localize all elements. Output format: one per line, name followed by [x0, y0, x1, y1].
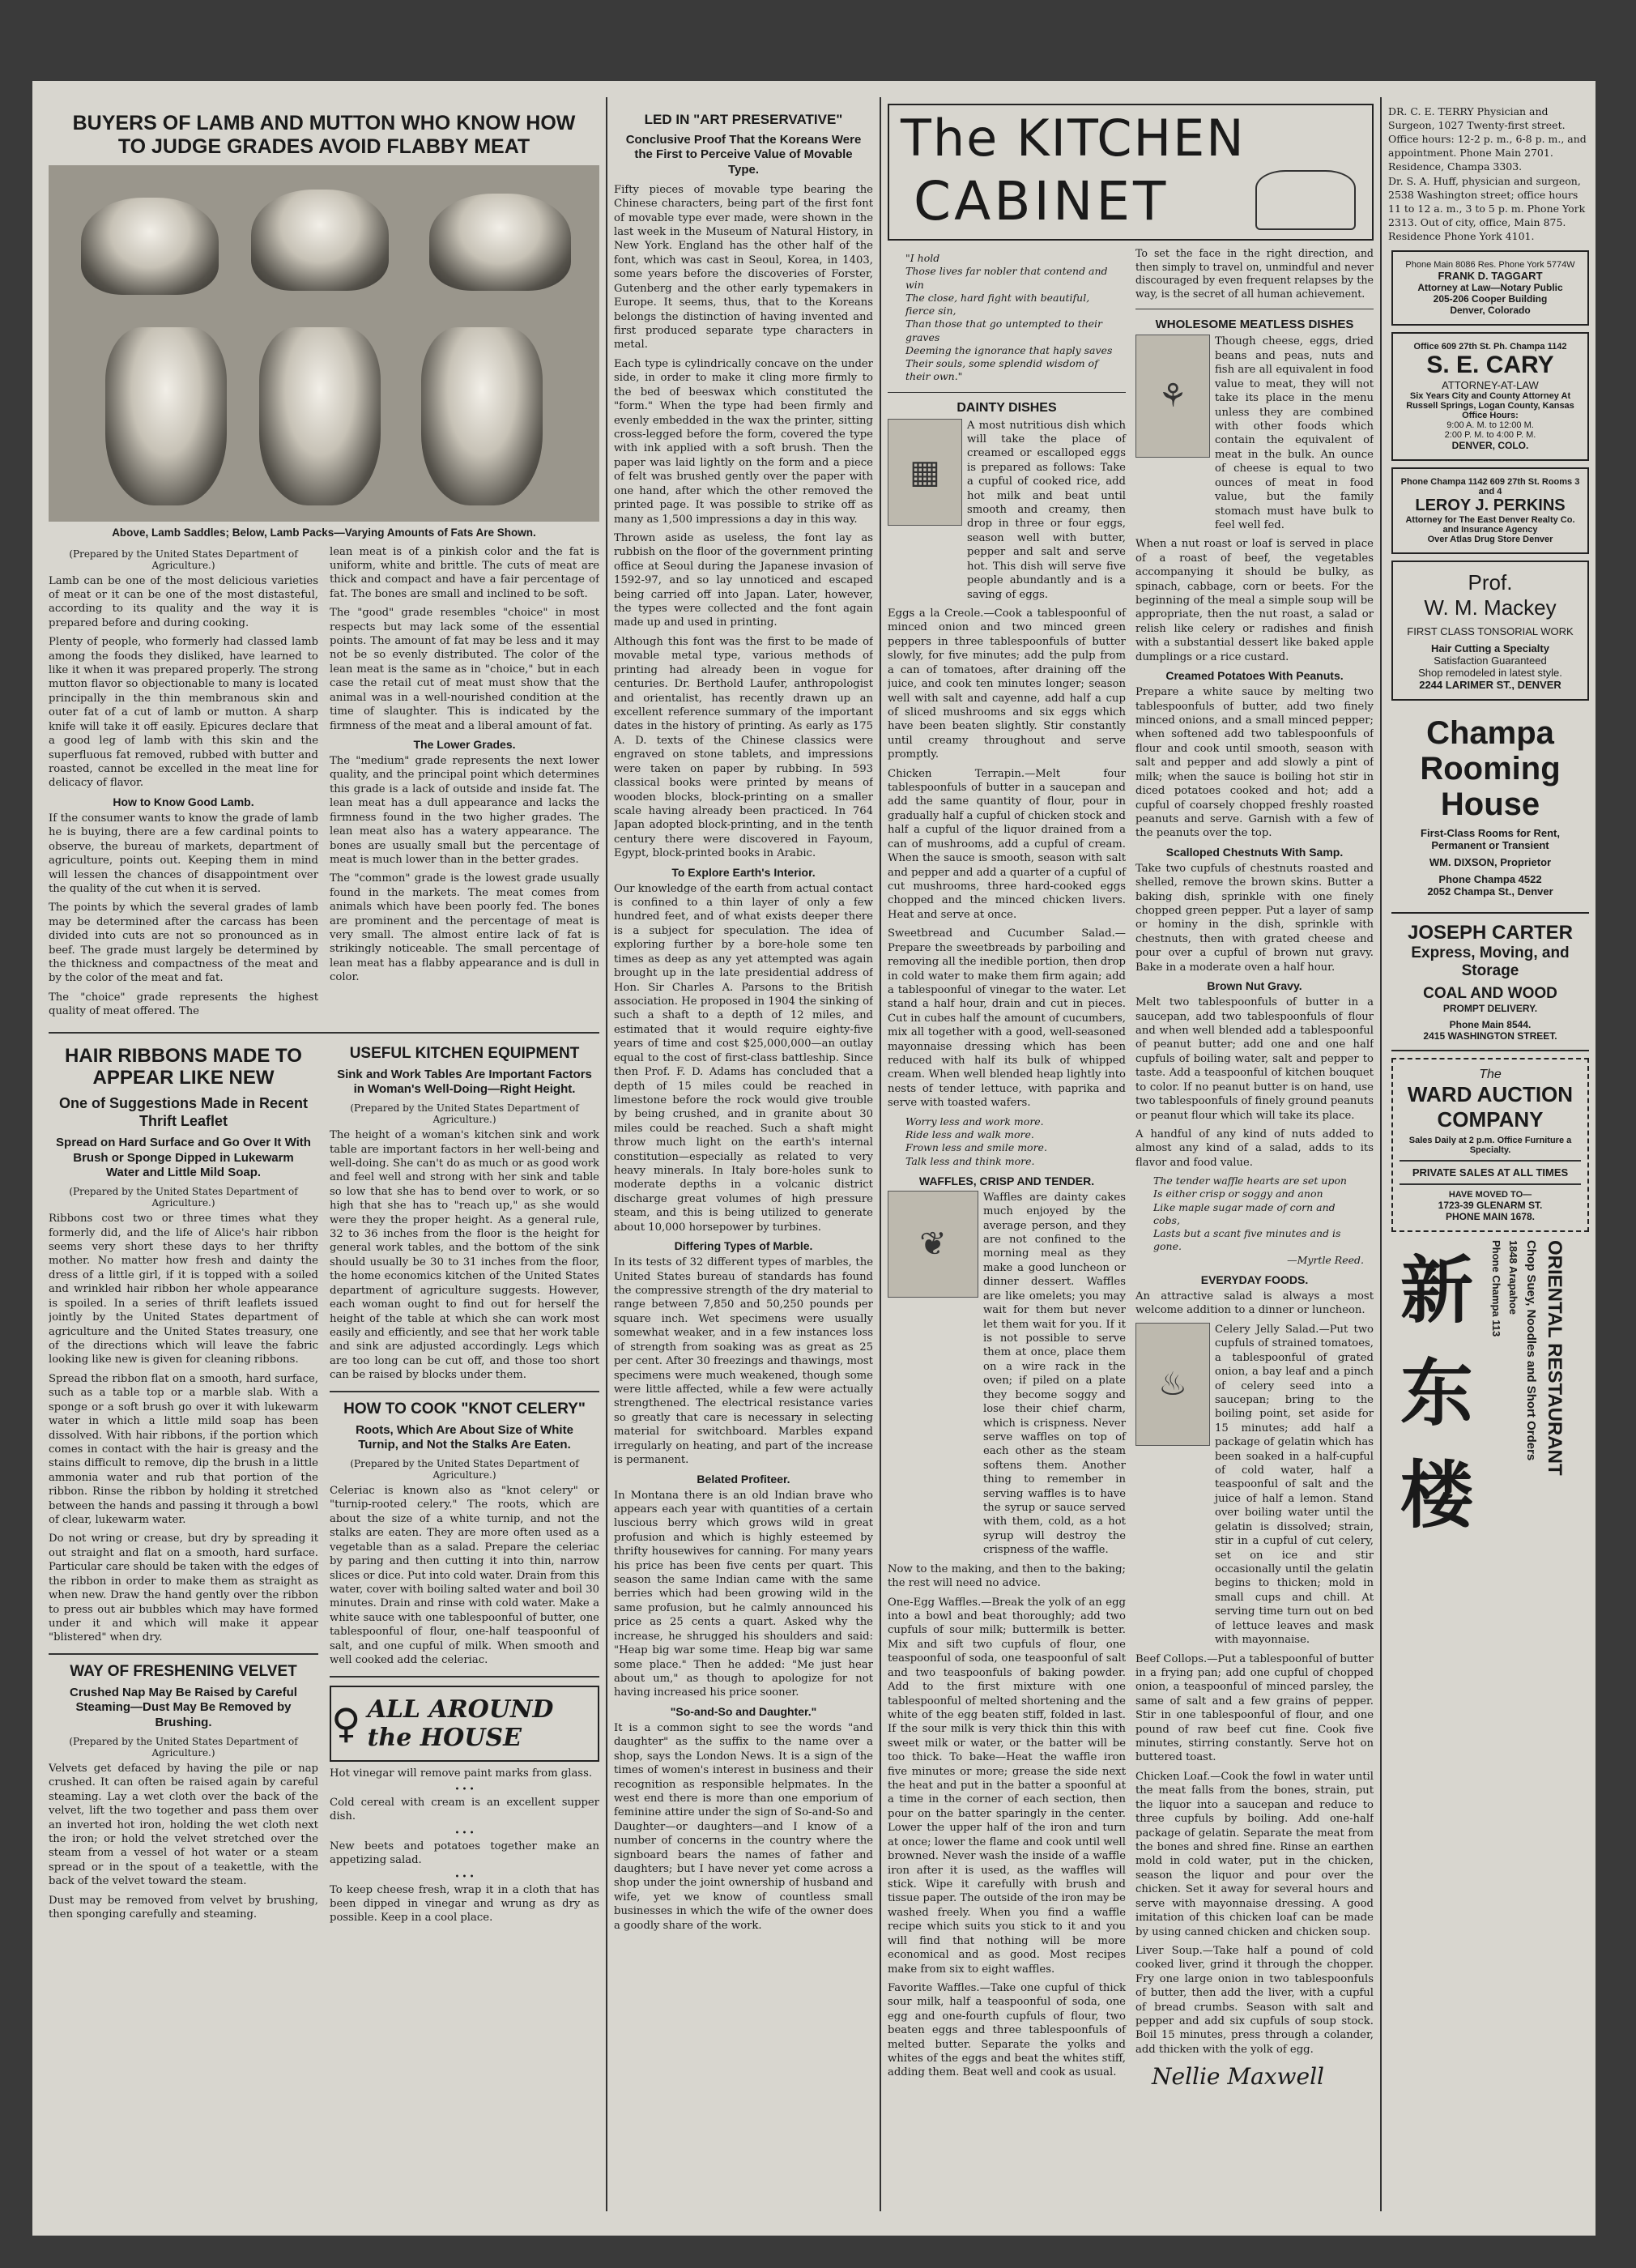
mackey-line: FIRST CLASS TONSORIAL WORK [1407, 625, 1574, 637]
lamb-photo [49, 165, 599, 522]
verse-line: Ride less and walk more. [905, 1128, 1034, 1140]
ward-name: COMPANY [1437, 1106, 1544, 1132]
verse [1153, 1174, 1364, 1267]
woman-cooking-illustration: ♨ [1135, 1323, 1210, 1446]
divider [888, 392, 1126, 393]
lamb-headline: BUYERS OF LAMB AND MUTTON WHO KNOW HOW TO JUDGE GRADES AVOID FLABBY MEAT [72, 112, 576, 158]
verse-line: Frown less and smile more. [905, 1141, 1047, 1154]
ad-taggart [1391, 250, 1589, 326]
carter-line: COAL AND WOOD [1423, 984, 1557, 1002]
cary-title: ATTORNEY-AT-LAW [1442, 378, 1539, 391]
divider [330, 1391, 599, 1392]
velvet-deck: Crushed Nap May Be Raised by Careful Steaming—Dust May Be Removed by Brushing. [70, 1685, 297, 1730]
movable-type-deck: Conclusive Proof That the Koreans Were the First to Perceive Value of Movable Type. [625, 132, 862, 177]
eggs-carton-illustration: ▦ [888, 419, 962, 526]
lamb-paragraph: The "choice" grade represents the highest quality of meat offered. The [49, 991, 318, 1018]
recipe-liver-soup: Liver Soup.—Take half a pound of cold cooked liver, grind it through the chopper. Fry one large onion in two tablespoonfuls of butter, then add the liver, with a cupful of bread crumbs. Season with salt and pepper and add six cupfuls of soup stock. Boil 15 minutes, press through a colander, add thicken with the yolk of egg. [1135, 1944, 1374, 2056]
everyday-paragraph: An attractive salad is always a most welcome addition to a dinner or luncheon. [1135, 1290, 1374, 1317]
hair-ribbons-deck: Spread on Hard Surface and Go Over It With Brush or Sponge Dipped in Lukewarm Water and Little Mild Soap. [56, 1135, 311, 1180]
profiteer-paragraph: In Montana there is an old Indian brave who appears each year with quantities of a certain luscious berry which grows wild in great profusion and which is highly esteemed by thrifty housewives for canning. For many years his price has been five cents per quart. This season the same Indian came with the same berries which had been growing wild in the same profusion, but he calmly announced his price as 25 cents a quart. Asked why the increase, he shrugged his shoulders and said: "Heap big war some time. Heap big war same some place." Then he added: "Me just hear about um," as though to apologize for not having increased his price sooner. [614, 1489, 873, 1699]
dainty-dishes-head: DAINTY DISHES [956, 400, 1057, 415]
verse-line: Worry less and work more. [905, 1115, 1044, 1128]
chinese-glyph: 东 [1400, 1350, 1473, 1436]
waffles-paragraph: Now to the making, and then to the baking; the rest will need no advice. [888, 1562, 1126, 1590]
carter-line: Express, Moving, and Storage [1411, 944, 1570, 979]
meatless-paragraph: Though cheese, eggs, dried beans and peas, nuts and fish are all equivalent in food value to meat, they will not take its place in the menu unless they are combined with other foods which contain the equivalent of meat in the bulk. An ounce of cheese is equal to two ounces of meat in food value, but the family stomach must have bulk to feel well fed. [1215, 335, 1374, 531]
cary-hours-label: Office Hours: [1462, 410, 1519, 420]
poem-line: Their souls, some splendid wisdom of their own." [905, 357, 1098, 383]
champa-line: Phone Champa 4522 [1438, 872, 1542, 885]
marble-subhead: Differing Types of Marble. [674, 1239, 813, 1253]
cary-city: DENVER, COLO. [1451, 439, 1529, 451]
lamb-pack-3 [421, 327, 543, 505]
ward-line: HAVE MOVED TO— [1448, 1189, 1532, 1200]
kitchen-stove-icon [1255, 170, 1356, 230]
champa-title: Rooming [1420, 750, 1561, 787]
nut-gravy-head: Brown Nut Gravy. [1207, 979, 1302, 993]
perkins-line: Over Atlas Drug Store Denver [1427, 534, 1553, 544]
ad-perkins [1391, 467, 1589, 554]
knot-celery-credit: (Prepared by the United States Department of Agriculture.) [350, 1458, 579, 1481]
champa-line: First-Class Rooms for Rent, Permanent or Transient [1421, 826, 1560, 851]
daughter-paragraph: It is a common sight to see the words "and daughter" as the suffix to the name over a shop, says the London News. It is a sign of the times of women's interest in business and their recognition as responsible helpmates. In the west end there is more than one emporium of feminine attire under the sign of So-and-So and Daughter—or daughters—and I know of a number of concerns in the country where the signboard bears the names of father and daughters; but I have never yet come across a shop under the joint ownership of husband and wife, yet we know of countless small businesses in which the wife of the owner does a goodly share of the work. [614, 1721, 873, 1932]
chestnuts-paragraph: Take two cupfuls of chestnuts roasted and shelled, remove the brown skins. Butter a baking dish, sprinkle with one finely chopped green pepper. Put a layer of samp or hominy in the dish, sprinkle with chestnuts, then with grated cheese and pour over a cupful of brown nut gravy. Bake in a moderate oven a half hour. [1135, 862, 1374, 974]
profiteer-subhead: Belated Profiteer. [697, 1472, 790, 1486]
nut-gravy-paragraph: Melt two tablespoonfuls of butter in a saucepan, add two tablespoonfuls of flour and when well blended add a tablespoonful of peanut butter; add one and one half cupfuls of boiling water, salt and pepper to taste. Add a teaspoonful of kitchen bouquet to color. If no peanut butter is on hand, use two tablespoonfuls of finely ground peanuts or peanut flour which will take its place. [1135, 996, 1374, 1122]
taggart-phones: Phone Main 8086 Res. Phone York 5774W [1405, 259, 1575, 270]
knot-celery-paragraph: Celeriac is known also as "knot celery" or "turnip-rooted celery." The roots, which are about the size of a white turnip, and not the stalks are eaten. They are more often used as a vegetable than as a salad. Prepare the celeriac by paring and then cutting it into thin, narrow slices or dice. Put into cold water. Drain from this water, cover with boiling salted water and boil 30 minutes. Drain and rinse with cold water. Make a white sauce with one tablespoonful of butter, one tablespoonful of flour, one-half teaspoonful of salt, and one cupful of milk. When smooth and well cooked add the celeriac. [330, 1485, 599, 1667]
carter-name: JOSEPH CARTER [1407, 921, 1574, 944]
ad-oriental-restaurant [1388, 1240, 1592, 1548]
champa-line: WM. DIXSON, Proprietor [1429, 855, 1552, 868]
poem-line: "I hold [905, 252, 940, 264]
cary-name: S. E. CARY [1426, 351, 1554, 378]
oriental-address: 1848 Arapahoe [1507, 1239, 1519, 1315]
lamb-saddle-2 [251, 190, 389, 291]
column-3 [614, 97, 873, 2211]
taggart-name: FRANK D. TAGGART [1438, 269, 1543, 282]
carter-line: Phone Main 8544. [1449, 1018, 1532, 1030]
mackey-line: Hair Cutting a Specialty [1431, 642, 1549, 654]
velvet-credit: (Prepared by the United States Department of Agriculture.) [69, 1735, 298, 1759]
mackey-line: 2244 LARIMER ST., DENVER [1419, 678, 1561, 691]
waffles-head: WAFFLES, CRISP AND TENDER. [918, 1174, 1095, 1187]
newspaper-page [32, 81, 1596, 2236]
hair-ribbons-deck: One of Suggestions Made in Recent Thrift Leaflet [58, 1094, 309, 1130]
recipe-one-egg-waffles: One-Egg Waffles.—Break the yolk of an egg into a bowl and beat thoroughly; add two cupfuls of sour milk; buttermilk is better. Mix and sift two cupfuls of flour, one teaspoonful of soda, one teaspoonful of salt and two teaspoonfuls of baking powder. Add to the first mixture with one tablespoonful of melted shortening and the white of the egg beaten stiff, folded in last. If the sour milk is very thick thin this with sweet milk or water, or the batter will be too thick. To bake—Heat the waffle iron five minutes or more; grease the side next the heat and put in the batter a spoonful at a time in the corner of each section, then pour on the batter sparingly in the center. Lower the upper half of the iron and turn at once; lower the flame and cook until well browned. Never wash the inside of a waffle iron after it is used, as the waffles will stick. Wipe it carefully with brush and tissue paper. The outside of the iron may be washed freely. When you find a waffle recipe which suits you stick to it and you will find that nothing will be more economical and as good. Most recipes make from six to eight waffles. [888, 1596, 1126, 1976]
creamed-potatoes-paragraph: Prepare a white sauce by melting two tablespoonfuls of butter, add two finely minced onions, and a small minced pepper; when softened add two tablespoonfuls of flour and cook until smooth, season with salt and pepper and add slowly a pint of milk; when the sauce is boiling hot stir in diced potatoes cooked and hot; add a cupful of coarsely chopped freshly roasted peanuts and serve. Garnish with a few of the peanuts over the top. [1135, 686, 1374, 840]
movable-type-paragraph: Although this font was the first to be made of movable metal type, various methods of printing had already been in vogue for centuries. Dr. Berthold Laufer, anthropologist and orientalist, has recently drawn up an excellent reference summary of the important dates in the history of printing. As early as 175 A. D. texts of the Chinese classics were engraved on stone tablets, and impressions were taken on paper by rubbing. In 593 classical books were printed by means of wooden blocks, block-printing on a smaller scale having already been practiced. In 764 Japan adopted block-printing, and in the tenth century there were discovered in Fayoum, Egypt, block-printed books in Arabic. [614, 635, 873, 860]
carter-line: PROMPT DELIVERY. [1442, 1002, 1538, 1014]
divider [1400, 1160, 1581, 1162]
house-tip: New beets and potatoes together make an appetizing salad. [330, 1840, 599, 1867]
marble-paragraph: In its tests of 32 different types of marbles, the United States bureau of standards has found the compressive strength of the dry material to range between 7,850 and 50,250 pounds per square inch. Wet specimens were usually somewhat weaker, and in a few instances loss of strength from soaking was as great as 25 per cent. After 30 freezings and thawings, most specimens were much weakened, though some were little affected, while a few were actually strengthened. The electrical resistance varies so greatly that care is necessary in selecting material for switchboard. Marbles expand irregularly on heating, and part of the increase is permanent. [614, 1256, 873, 1467]
separator-dots: • • • [454, 1784, 475, 1794]
perkins-line: Attorney for The East Denver Realty Co. [1405, 514, 1575, 525]
divider [1400, 1183, 1581, 1185]
lamb-subhead: The Lower Grades. [413, 737, 516, 751]
all-around-house-title: ALL AROUND the HOUSE [367, 1695, 554, 1752]
divider [49, 1653, 318, 1655]
cary-hours: 2:00 P. M. to 4:00 P. M. [1444, 429, 1536, 440]
meatless-paragraph: When a nut roast or loaf is served in place of a roast of beef, the vegetables accompanying it should be bulky, as spinach, cabbage, corn or beets. For the beginning of the meal a simple soup will be appropriate, then the nut roast, a salad or relish like celery or radishes and finish with a substantial dessert like baked apple dumplings or a rice custard. [1135, 538, 1374, 663]
movable-type-paragraph: Thrown aside as useless, the font lay as rubbish on the floor of the government printing office at Seoul during the Japanese invasion of 1592-97, and so lay unnoticed and escaped being carried off into Japan. Later, however, the types were collected and the font again made up and used in printing. [614, 531, 873, 629]
column-rule [606, 97, 607, 2211]
champa-title: House [1440, 786, 1540, 822]
hair-ribbons-paragraph: Do not wring or crease, but dry by spreading it out straight and flat on a smooth, hard surface. Particular care should be taken with the edges of the ribbon in order to make them as straight as when new. Draw the hand gently over the ribbon to press out air bubbles which may have formed under it and which will make it appear "blistered" when dry. [49, 1533, 318, 1644]
velvet-headline: WAY OF FRESHENING VELVET [70, 1662, 297, 1680]
lamb-paragraph: If the consumer wants to know the grade of lamb he is buying, there are a few cardinal points to observe, the bureau of markets, department of agriculture, points out. Keeping them in mind will lessen the chances of disappointment over the quality of the cut when it is served. [49, 812, 318, 895]
waffles-paragraph: Waffles are dainty cakes much enjoyed by the average person, and they are not confined to the morning meal as they make a good luncheon or dinner dessert. Waffles are like omelets; you may wait for them but never let them wait for you. If it is not possible to serve them at once, place them on a wire rack in the oven; if piled on a plate they become soggy and lose their chief charm, which is crispness. Never serve waffles on top of each other as the steam softens them. Another thing to remember in serving waffles is to have the syrup or sauce served with them, cold, as a hot syrup will destroy the crispness of the waffle. [983, 1191, 1126, 1557]
house-tip: To keep cheese fresh, wrap it in a cloth that has been dipped in vinegar and wrung as dry as possible. Keep in a cool place. [330, 1883, 599, 1925]
chestnuts-head: Scalloped Chestnuts With Samp. [1165, 845, 1344, 859]
ward-line: PHONE MAIN 1678. [1445, 1210, 1536, 1222]
lamb-subhead: How to Know Good Lamb. [113, 795, 254, 808]
kitchen-equipment-headline: USEFUL KITCHEN EQUIPMENT [349, 1044, 580, 1062]
perkins-name: LEROY J. PERKINS [1415, 496, 1566, 514]
taggart-title: Attorney at Law—Notary Public [1417, 281, 1563, 293]
velvet-paragraph: Velvets get defaced by having the pile or nap crushed. It can often be raised again by careful steaming. Lay a wet cloth over the back of the velvet, lift the two together and pass them over an inverted hot iron, holding the wet cloth next the iron; or hold the velvet stretched over the steam from a vessel of hot water or a steam spread or in the spout of a teakettle, with the back of the velvet toward the steam. [49, 1762, 318, 1888]
perkins-top: Phone Champa 1142 609 27th St. Rooms 3 and 4 [1400, 476, 1580, 497]
taggart-address: 205-206 Cooper Building [1433, 292, 1548, 305]
cary-note: Six Years City and County Attorney At Russell Springs, Logan County, Kansas [1406, 390, 1574, 411]
verse-line: The tender waffle hearts are set upon [1153, 1174, 1347, 1187]
lamb-paragraph: lean meat is of a pinkish color and the fat is uniform, white and brittle. The cuts of meat are thick and compact and have a fair percentage of fat. The bones are small and inclined to be soft. [330, 545, 599, 600]
all-around-house-banner [330, 1686, 599, 1762]
verse-line: Like maple sugar made of corn and cobs, [1153, 1200, 1336, 1226]
movable-type-paragraph: Each type is cylindrically concave on the under side, in order to make it cling more firmly to the bed of beeswax which constituted the "form." When the type had been firmly and evenly embedded in the wax the printer, sitting cross-legged before the form, covered the type with ink applied with a soft brush. Then the paper was laid lightly on the form and a piece of felt was brushed gently over the paper with one hand, after which the other removed the printed page. It was possible to strike off as many as 1,500 impressions a day in this way. [614, 357, 873, 526]
chinese-glyph: 新 [1400, 1248, 1473, 1334]
ad-ward-auction [1391, 1058, 1589, 1232]
hair-ribbons-headline: HAIR RIBBONS MADE TO APPEAR LIKE NEW [65, 1044, 302, 1089]
ad-joseph-carter [1391, 912, 1589, 1051]
daughter-subhead: "So-and-So and Daughter." [670, 1704, 817, 1718]
ward-the: The [1479, 1067, 1502, 1081]
lamb-paragraph: The "common" grade is the lowest grade usually found in the markets. The meat comes from animals which have been poorly fed. The bones are prominent and the percentage of meat is very small. The almost entire lack of fat is strikingly noticeable. The small percentage of lean meat has a flabby appearance and is dull in color. [330, 872, 599, 984]
movable-type-headline: LED IN "ART PRESERVATIVE" [644, 112, 843, 127]
lamb-paragraph: The points by which the several grades of lamb may be determined after the carcass has been divided into cuts are not so pronounced as in beef. The grade must largely be determined by the thickness and compactness of the meat and by the color of the meat and fat. [49, 902, 318, 985]
ad-mackey [1391, 561, 1589, 701]
lamb-caption: Above, Lamb Saddles; Below, Lamb Packs—Varying Amounts of Fats Are Shown. [112, 526, 536, 539]
poem-line: Deeming the ignorance that haply saves [905, 343, 1113, 356]
lamb-paragraph: The "good" grade resembles "choice" in most respects but may lack some of the essential points. The amount of fat may be less and it may not be so evenly distributed. The color of the lean meat is the same as in "choice," but in each case the retail cut of meat must show that the animal was in a well-nourished condition at the time of slaughter. This is indicated by the firmness of the meat and a liberal amount of fat. [330, 607, 599, 732]
champa-title: Champa [1426, 714, 1554, 751]
lamb-pack-2 [259, 327, 381, 505]
hair-ribbons-paragraph: Ribbons cost two or three times what they formerly did, and the life of Alice's hair ribbon seems very short these days to her thrifty mother. No matter how fresh and dainty the dress of a little girl, if it is topped with a soiled and wrinkled hair ribbon her whole appearance is spoiled. In a series of thrift leaflets issued jointly by the United States department of agriculture and the United States treasury, one of the directions which will leave the fabric looking like new is given for cleaning ribbons. [49, 1213, 318, 1366]
nut-gravy-paragraph: A handful of any kind of nuts added to almost any kind of a salad, adds to its flavor and food value. [1135, 1128, 1374, 1169]
hair-ribbons-credit: (Prepared by the United States Department of Agriculture.) [69, 1186, 298, 1209]
lamb-paragraph: The "medium" grade represents the next lower quality, and the principal point which determines this grade is a lack of outside and inside fat. The lean meat has a dull appearance and lacks the firmness found in the two higher grades. The lean meat also has a watery appearance. The bones are usually small but the percentage of meat is much lower than in the better grades. [330, 754, 599, 866]
velvet-paragraph: Dust may be removed from velvet by brushing, then sponging carefully and steaming. [49, 1894, 318, 1921]
kitchen-cabinet-masthead [888, 104, 1374, 241]
recipe-creole: Eggs a la Creole.—Cook a tablespoonful of minced onion and two minced green peppers in three tablespoonfuls of butter slowly, for five minutes; add the pulp from a can of tomatoes, after draining off the juice, and cook ten minutes longer; season well with salt and cayenne, add half a cup of sliced mushrooms and six eggs which have been beaten slightly. Stir constantly until creamy throughout and serve promptly. [888, 607, 1126, 761]
verse-line: Lasts but a scant five minutes and is gone. [1153, 1227, 1341, 1253]
lamb-paragraph: Lamb can be one of the most delicious varieties of meat or it can be one of the most distasteful, according to its quality and the way it is prepared before and during cooking. [49, 574, 318, 629]
author-signature: Nellie Maxwell [1152, 2063, 1325, 2091]
mackey-name: W. M. Mackey [1424, 595, 1557, 620]
champa-line: 2052 Champa St., Denver [1427, 885, 1553, 897]
recipe-chicken-loaf: Chicken Loaf.—Cook the fowl in water until the meat falls from the bones, strain, put the liquor into a saucepan and reduce to three cupfuls by boiling. Add one-half package of gelatin. Separate the meat from the bones and shred fine. Rinse an earthen mold in cold water, put in the chicken, season the liquor and pour over the chicken. Set it away for several hours and serve with mayonnaise dressing. A good imitation of this chicken loaf can be made by using canned chicken and chicken soup. [1135, 1770, 1374, 1938]
verse-line: Is either crisp or soggy and anon [1153, 1187, 1323, 1200]
recipe-celery-jelly: Celery Jelly Salad.—Put two cupfuls of strained tomatoes, a tablespoonful of grated onion, a bay leaf and a pinch of celery seed into a saucepan; bring to the boiling point, set aside for 15 minutes; add half a package of gelatin which has been soaked in a half-cupful of cold water, half a teaspoonful of salt and the juice of half a lemon. Stand over boiling water until the gelatin is dissolved; strain, stir in a cupful of cut celery, set on ice and stir occasionally until the gelatin begins to thicken; mold in small cups and chill. At serving time turn out on bed of lettuce leaves and mask with mayonnaise. [1215, 1323, 1374, 1647]
verse-attribution: —Myrtle Reed. [1287, 1253, 1364, 1266]
housewife-figure-icon: ♀ [331, 1699, 361, 1747]
kitchen-cabinet-section [888, 97, 1374, 2211]
column-rule [1380, 97, 1382, 2211]
chinese-characters [1388, 1240, 1485, 1548]
chinese-glyph: 楼 [1400, 1453, 1473, 1539]
meatless-head: WHOLESOME MEATLESS DISHES [1155, 318, 1354, 332]
column-1 [49, 97, 599, 2211]
ads-column [1388, 97, 1592, 2211]
ad-cary [1391, 332, 1589, 461]
carter-line: 2415 WASHINGTON STREET. [1423, 1030, 1557, 1042]
ward-name: WARD AUCTION [1407, 1081, 1574, 1106]
hair-ribbons-paragraph: Spread the ribbon flat on a smooth, hard surface, such as a table top or a marble slab. With a sponge or a soft brush go over it with lukewarm water in which a little mild soap has been dissolved. With hair ribbons, if the portion which comes in contact with the hair is greasy and the stains difficult to remove, dip the brush in a little ammonia water and rub that portion of the ribbon. Rinse the ribbon by holding it stretched between the hands and passing it through a bowl of clear, lukewarm water. [49, 1372, 318, 1527]
flower-vase-illustration: ⚘ [1135, 335, 1210, 458]
knot-celery-deck: Roots, Which Are About Size of White Turnip, and Not the Stalks Are Eaten. [356, 1422, 573, 1452]
mackey-pre: Prof. [1468, 569, 1513, 595]
ad-terry: DR. C. E. TERRY Physician and Surgeon, 1027 Twenty-first street. Office hours: 12-2 p. m., 6-8 p. m., and appointment. Phone Main 2701. Residence, Champa 3303. [1388, 105, 1587, 173]
kitchen-equipment-credit: (Prepared by the United States Department of Agriculture.) [350, 1102, 579, 1126]
lamb-credit: (Prepared by the United States Department of Agriculture.) [69, 548, 298, 571]
verse [905, 1115, 1116, 1168]
ad-huff: Dr. S. A. Huff, physician and surgeon, 2538 Washington street; office hours 11 to 12 a. m., 3 to 5 p. m. Phone York 2313. Out of city, office, Main 875. Residence Phone York 4101. [1388, 175, 1586, 242]
kitchen-equipment-deck: Sink and Work Tables Are Important Factors in Woman's Well-Doing—Right Height. [337, 1067, 592, 1097]
separator-dots: • • • [454, 1828, 475, 1838]
recipe-favorite-waffles: Favorite Waffles.—Take one cupful of thick sour milk, half a teaspoonful of soda, one egg and one-fourth cupfuls of flour, two beaten eggs and three tablespoonfuls of melted butter. Separate the yolks and whites of the eggs and beat the whites stiff, adding them. Beat well and cook as usual. [888, 1981, 1126, 2079]
poem-line: The close, hard fight with beautiful, fierce sin, [905, 291, 1090, 317]
earth-interior-subhead: To Explore Earth's Interior. [671, 865, 816, 879]
house-tip: Hot vinegar will remove paint marks from glass. [330, 1767, 593, 1780]
masthead-line-1: The KITCHEN [901, 109, 1246, 168]
lamb-saddle-3 [429, 194, 571, 291]
everyday-foods-head: EVERYDAY FOODS. [1200, 1273, 1309, 1286]
oriental-name: ORIENTAL RESTAURANT [1544, 1239, 1566, 1476]
cary-top: Office 609 27th St. Ph. Champa 1142 [1413, 341, 1567, 352]
dainty-dishes-paragraph: A most nutritious dish which will take the place of creamed or escalloped eggs is prepared as follows: Take a cupful of cooked rice, add hot milk and beat until smooth and creamy, then drop in three or four eggs, season well with butter, pepper and salt and serve hot. This dish will serve five people abundantly and is a saving of eggs. [967, 419, 1126, 601]
taggart-city: Denver, Colorado [1450, 304, 1531, 316]
ward-line: 1723-39 GLENARM ST. [1438, 1199, 1543, 1211]
masthead-line-2: CABINET [914, 170, 1169, 232]
poem-line: Those lives far nobler that contend and win [905, 265, 1108, 291]
lamb-pack-1 [105, 327, 227, 505]
creamed-potatoes-head: Creamed Potatoes With Peanuts. [1165, 669, 1344, 683]
recipe-beef-collops: Beef Collops.—Put a tablespoonful of butter in a frying pan; add one cupful of chopped onion, a teaspoonful of minced parsley, the same of salt and a few grains of pepper. Stir in one tablespoonful of flour, and one pound of raw beef cut fine. Cook five minutes, stirring constantly. Serve hot on buttered toast. [1135, 1652, 1374, 1764]
cary-hours: 9:00 A. M. to 12:00 M. [1446, 420, 1534, 430]
oriental-phone: Phone Champa 113 [1490, 1239, 1502, 1336]
divider [49, 1032, 599, 1034]
opening-poem [905, 252, 1116, 384]
column-rule [880, 97, 881, 2211]
poem-line: Than those that go untempted to their graves [905, 318, 1103, 343]
lamb-paragraph: Plenty of people, who formerly had classed lamb among the foods they disliked, have learned to like it when it was prepared properly. The strong mutton flavor so objectionable to many is located principally in the thin membranous skin and outer fat of a cut of lamb or mutton. A sharp knife will take it off easily. Epicures declare that a good leg of lamb with this skin and the superfluous fat removed, rubbed with butter and roasted, cannot be excelled in the meat line for delicacy of flavor. [49, 636, 318, 790]
earth-interior-paragraph: Our knowledge of the earth from actual contact is confined to a thin layer of only a few hundred feet, and of what exists deeper there is a subject for speculation. The idea of exploring further by a bore-hole some ten times as deep as any yet attempted was again brought up in the late presidential address of Hon. Sir Charles A. Parsons to the British association. He proposed in 1904 the sinking of such a shaft to a depth of 12 miles, and estimated that it would require eighty-five years of time and cost $25,000,000—an outlay equal to the cost of first-class battleship. Since then Prof. F. D. Adams has concluded that a depth of 15 miles could be reached in limestone before the rock would give trouble by being crushed, and in granite about 30 miles could be reached. Such a shaft might throw much light on the earth's internal constitution—especially as related to very heavy minerals. In Italy bore-holes sunk to moderate depths in a volcanic district discharge great volumes of high pressure steam, and this is being utilized to generate about 10,000 horsepower by turbines. [614, 882, 873, 1234]
recipe-terrapin: Chicken Terrapin.—Melt four tablespoonfuls of butter in a saucepan and add the same quantity of flour, pour in gradually half a cupful of chicken stock and half a cupful of the liquor drained from a can of mushrooms, add a cupful of cream. When the sauce is smooth, season with salt and pepper and add a quarter of a cupful of cut mushrooms, three hard-cooked eggs chopped and the minced chicken livers. Heat and serve at once. [888, 767, 1126, 921]
separator-dots: • • • [454, 1872, 475, 1882]
lamb-saddle-1 [81, 198, 219, 295]
recipe-sweetbread: Sweetbread and Cucumber Salad.—Prepare the sweetbreads by parboiling and removing all the inedible portion, then drop in cold water to make them firm again; add a tablespoonful of vinegar to the water. Let stand a half hour, drain and cut in pieces. Cut in cubes half the amount of cucumbers, mix all together with a good, well-seasoned mayonnaise dressing which has been reduced with half its bulk of whipped cream. When well blended heap lightly into nests of tender lettuce, with paprika and serve with toasted wafers. [888, 927, 1126, 1110]
kitchen-equipment-paragraph: The height of a woman's kitchen sink and work table are important factors in her well-being and well-doing. She can't do as much or as good work and feel well and strong with her sink and table so low that she has to bend over to work, or so high that she has to "reach up," as she would were they the proper height. As a general rule, 32 to 36 inches from the floor is the height for general work tables, and the bottom of the sink should usually be 30 to 31 inches from the floor, the home economics kitchen of the United States department of agriculture suggests. However, each woman ought to find out for herself the height of the table at which she can work most easily and efficiently, and see that her work table and sink are adjusted accordingly. Legs which are too long can be cut off, and those too short can be raised by blocks under them. [330, 1129, 599, 1382]
house-tip: Cold cereal with cream is an excellent supper dish. [330, 1796, 599, 1823]
ward-line: PRIVATE SALES AT ALL TIMES [1412, 1166, 1569, 1179]
divider [330, 1676, 599, 1678]
movable-type-paragraph: Fifty pieces of movable type bearing the Chinese characters, being part of the first font of movable type ever made, were shown in the last week in the Museum of Natural History, in New York. England has the other half of the font, which was cast in Seoul, Korea, in 1403, some years before the discoveries of Forster, Gutenberg and the other early typemakers in Europe. It seems, thus, that to the Koreans belongs the distinction of having invented and first produced separate type characters in metal. [614, 183, 873, 352]
perkins-line: and Insurance Agency [1442, 524, 1538, 535]
bird-bowl-illustration: ❦ [888, 1191, 978, 1298]
ad-champa-rooming [1391, 707, 1589, 906]
mackey-line: Shop remodeled in latest style. [1418, 666, 1562, 679]
verse-line: Talk less and think more. [905, 1154, 1035, 1167]
knot-celery-headline: HOW TO COOK "KNOT CELERY" [343, 1400, 586, 1418]
mackey-line: Satisfaction Guaranteed [1434, 654, 1547, 667]
intro-paragraph: To set the face in the right direction, and then simply to travel on, unmindful and never discouraged by even frequent relapses by the way, is the secret of all human achievement. [1135, 247, 1374, 300]
oriental-tagline: Chop Suey, Noodles and Short Orders [1524, 1239, 1538, 1461]
ward-line: Sales Daily at 2 p.m. Office Furniture a Specialty. [1408, 1135, 1572, 1155]
